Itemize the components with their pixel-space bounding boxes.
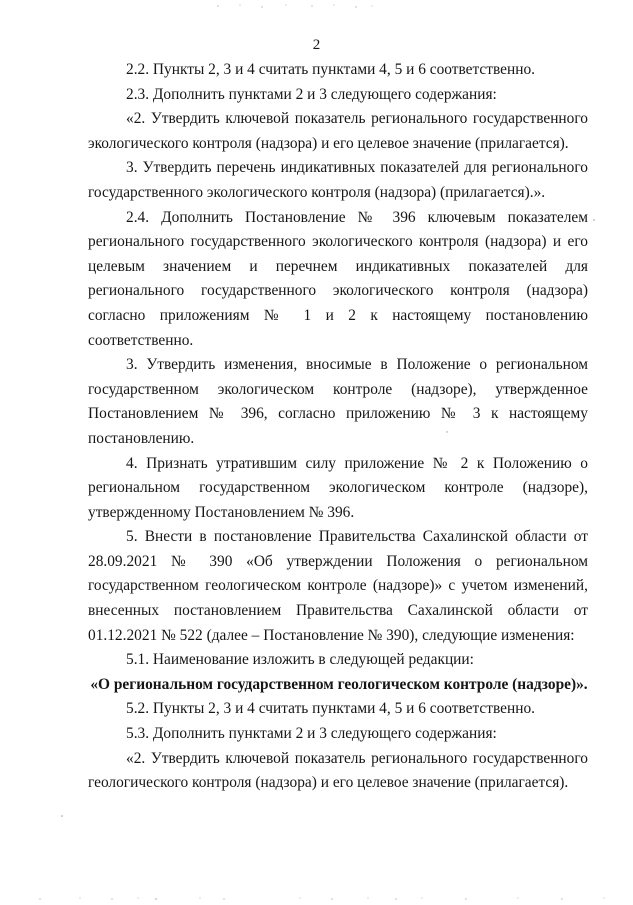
- text-line: 3. Утвердить перечень индикативных показателей для регионального: [126, 159, 588, 177]
- text-line: внесенных постановлением Правительства Сахалинской области от: [88, 602, 588, 620]
- text-line: постановлению.: [88, 429, 195, 447]
- text-line: согласно приложениям № 1 и 2 к настоящему постановлению: [88, 306, 588, 324]
- text-line: государственном экологическом контроле (надзоре), утвержденное: [88, 380, 588, 398]
- text-line: государственном геологическом контроле (надзоре)» с учетом изменений,: [88, 577, 588, 595]
- paragraph-2-2: [88, 58, 588, 83]
- paragraph-5-1-new-title: [78, 673, 600, 698]
- text-line: соответственно.: [88, 331, 194, 349]
- text-line: 2.3. Дополнить пунктами 2 и 3 следующего содержания:: [126, 85, 497, 103]
- paragraph-2-3: [88, 83, 588, 108]
- paragraph-2-3-item-3: [88, 156, 588, 205]
- text-line: Постановлением № 396, согласно приложению № 3 к настоящему: [88, 405, 588, 423]
- paragraph-5: [88, 525, 588, 648]
- paragraph-5-3-item-2: [88, 747, 588, 796]
- text-line: 2.2. Пункты 2, 3 и 4 считать пунктами 4, 5 и 6 соответственно.: [126, 61, 535, 78]
- document-body: [88, 58, 588, 796]
- paragraph-2-4: [88, 206, 588, 354]
- page-number: 2: [312, 37, 321, 53]
- text-line: 5.3. Дополнить пунктами 2 и 3 следующего содержания:: [126, 725, 497, 743]
- text-line: экологического контроля (надзора) и его целевое значение (прилагается).: [88, 134, 569, 152]
- paragraph-2-3-item-2: [88, 107, 588, 156]
- text-line: регионального государственного экологического контроля (надзора): [88, 282, 588, 300]
- text-line: региональном государственном экологическом контроле (надзоре),: [88, 479, 588, 497]
- text-line: государственного экологического контроля (надзора) (прилагается).».: [88, 183, 546, 201]
- text-line: 5. Внести в постановление Правительства Сахалинской области от: [126, 528, 588, 546]
- paragraph-5-3: [88, 722, 588, 747]
- text-line: «2. Утвердить ключевой показатель регионального государственного: [126, 749, 588, 767]
- text-line: геологического контроля (надзора) и его целевое значение (прилагается).: [88, 774, 569, 792]
- text-line: «О региональном государственном геологическом контроле (надзоре)».: [90, 675, 588, 693]
- text-line: регионального государственного экологического контроля (надзора) и его: [88, 233, 588, 251]
- text-line: целевым значением и перечнем индикативных показателей для: [88, 257, 588, 275]
- text-line: 28.09.2021 № 390 «Об утверждении Положения о региональном: [88, 552, 588, 570]
- text-line: 4. Признать утратившим силу приложение № 2 к Положению о: [126, 454, 588, 472]
- text-line: 5.2. Пункты 2, 3 и 4 считать пунктами 4, 5 и 6 соответственно.: [126, 700, 535, 718]
- paragraph-4: [88, 452, 588, 526]
- text-line: «2. Утвердить ключевой показатель регионального государственного: [126, 110, 588, 128]
- text-line: 3. Утвердить изменения, вносимые в Положение о региональном: [126, 356, 588, 374]
- text-line: 2.4. Дополнить Постановление № 396 ключевым показателем: [126, 208, 588, 226]
- paragraph-3: [88, 353, 588, 451]
- paragraph-5-1: [88, 648, 588, 673]
- text-line: 01.12.2021 № 522 (далее – Постановление № 390), следующие изменения:: [88, 626, 575, 644]
- text-line: 5.1. Наименование изложить в следующей редакции:: [126, 651, 474, 669]
- paragraph-5-2: [88, 697, 588, 722]
- text-line: утвержденному Постановлением № 396.: [88, 503, 355, 521]
